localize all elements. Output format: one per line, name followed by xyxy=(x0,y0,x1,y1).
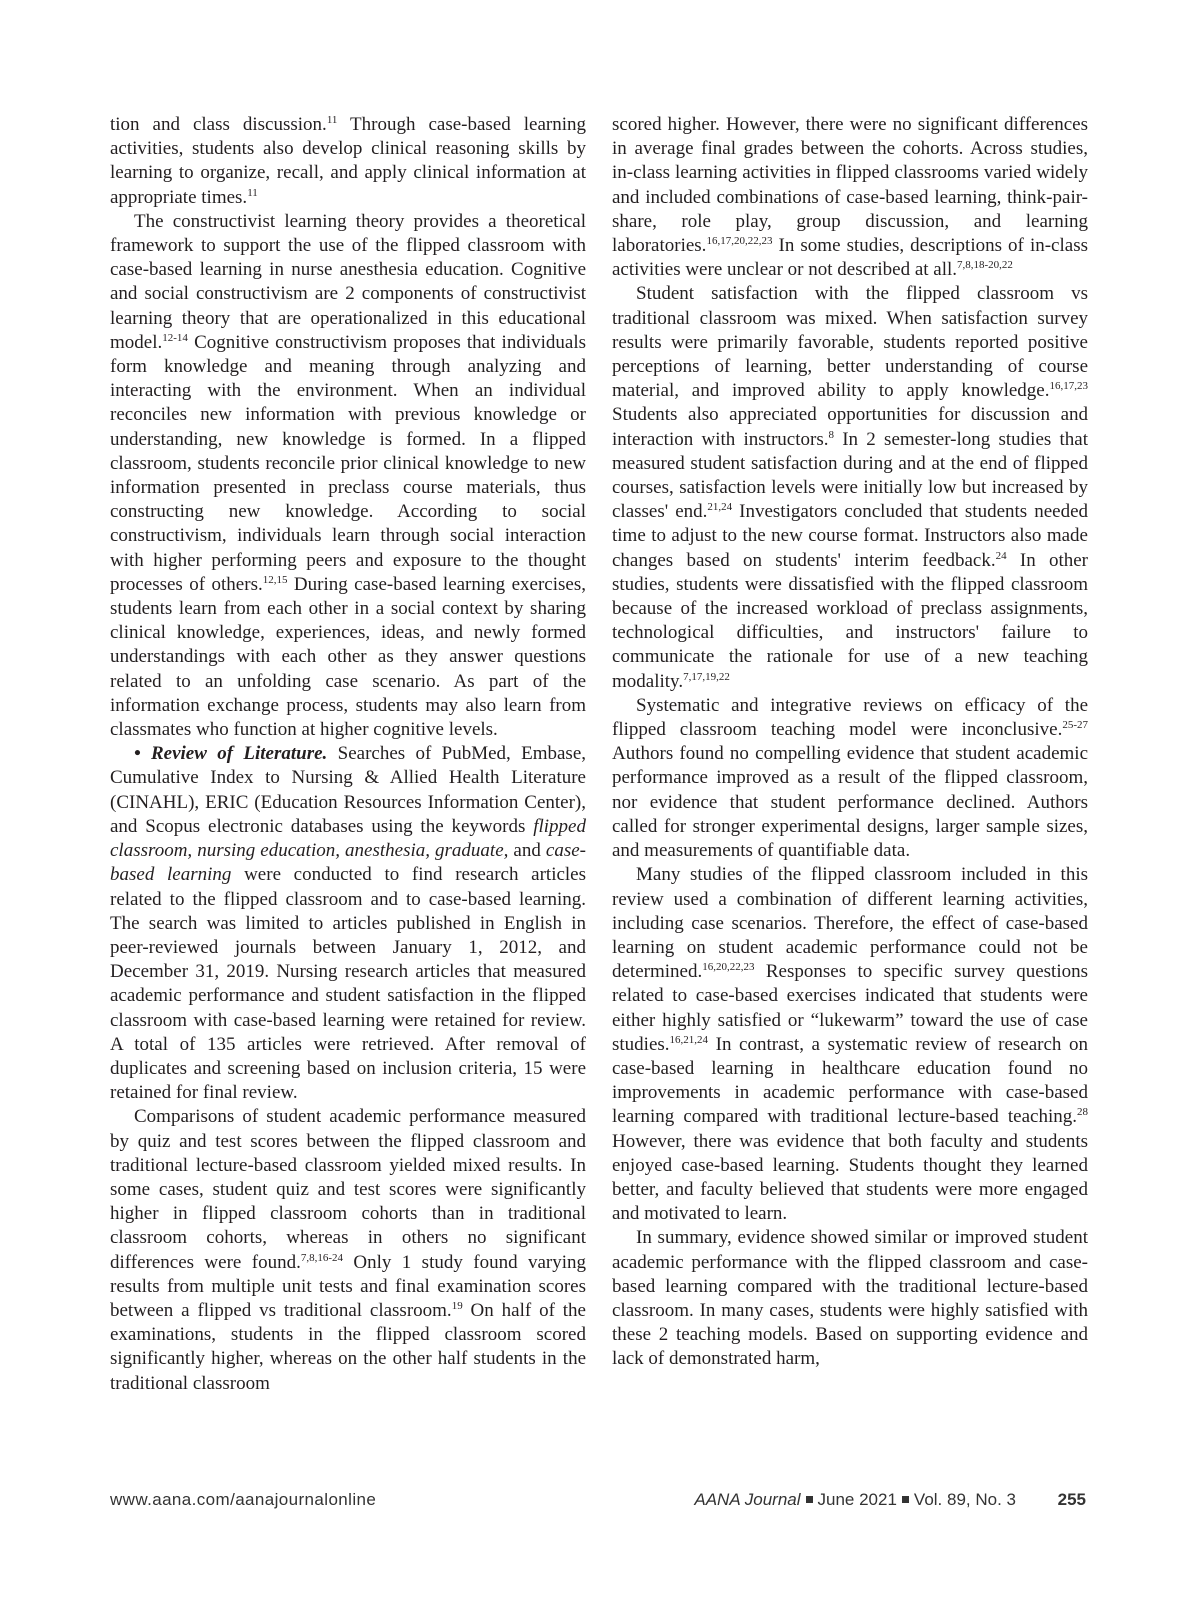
citation: 11 xyxy=(247,186,258,199)
paragraph: Systematic and integrative reviews on efficacy of the flipped classroom teaching model were inconclusive.$^{25-27}$ Authors found no compelling evidence that student academic performance improved as a result of the flipped classroom, nor evidence that student performance declined. Authors called for stronger experimental designs, larger sample sizes, and measurements of quantifiable data. xyxy=(612,694,1088,862)
citation: 7,17,19,22 xyxy=(683,670,730,683)
paragraph: Comparisons of student academic performance measured by quiz and test scores between the flipped classroom and traditional lecture-based classroom yielded mixed results. In some cases, student quiz and test scores were significantly higher in flipped classroom cohorts than in traditional classroom cohorts, whereas in others no significant differences were found.$^{7,8,16-24}$ Only 1 study found varying results from multiple unit tests and final examination scores between a flipped vs traditional classroom.$^{19}$ On half of the examinations, students in the flipped classroom scored significantly higher, whereas on the other half students in the traditional classroom xyxy=(110,1106,586,1394)
citation: 19 xyxy=(451,1299,463,1312)
citation: 7,8,16-24 xyxy=(300,1251,343,1264)
paragraph: tion and class discussion.$^{11}$ Through case-based learning activities, students also develop clinical reasoning skills by learning to organize, recall, and apply clinical information at appropriate times.$^{11}$ xyxy=(110,114,586,208)
citation: 16,17,20,22,23 xyxy=(706,235,773,248)
page-footer xyxy=(110,1490,1086,1514)
paragraph: Many studies of the flipped classroom included in this review used a combination of different learning activities, including case scenarios. Therefore, the effect of case-based learning on student academic performance could not be determined.$^{16,20,22,23}$ Responses to specific survey questions related to case-based exercises indicated that students were either highly satisfied or “lukewarm” toward the use of case studies.$^{16,21,24}$ In contrast, a systematic review of research on case-based learning in healthcare education found no improvements in academic performance with case-based learning compared with traditional lecture-based teaching.$^{28}$ However, there was evidence that both faculty and students enjoyed case-based learning. Students thought they learned better, and faculty believed that students were more engaged and motivated to learn. xyxy=(612,864,1088,1225)
section-heading: Review of Literature. xyxy=(150,743,328,765)
journal-citation xyxy=(694,1490,1016,1510)
keywords: case-based learning xyxy=(110,840,587,886)
left-column xyxy=(110,113,586,1396)
bullet: • xyxy=(134,743,151,765)
citation: 7,8,18-20,22 xyxy=(957,259,1013,272)
citation: 24 xyxy=(995,549,1007,562)
citation: 25-27 xyxy=(1062,719,1088,732)
paragraph: Student satisfaction with the flipped classroom vs traditional classroom was mixed. When satisfaction survey results were primarily favorable, students reported positive perceptions of learning, better understanding of course material, and improved ability to apply knowledge.$^{16,17,23}$ Students also appreciated opportunities for discussion and interaction with instructors.$^8$ In 2 semester-long studies that measured student satisfaction during and at the end of flipped courses, satisfaction levels were initially low but increased by classes' end.$^{21,24}$ Investigators concluded that students needed time to adjust to the new course format. Instructors also made changes based on students' interim feedback.$^{24}$ In other studies, students were dissatisfied with the flipped classroom because of the increased workload of preclass assignments, technological difficulties, and instructors' failure to communicate the rationale for use of a new teaching modality.$^{7,17,19,22}$ xyxy=(612,283,1089,692)
page-number: 255 xyxy=(1057,1490,1086,1509)
citation: 8 xyxy=(828,428,834,441)
paragraph: scored higher. However, there were no significant differences in average final grades between the cohorts. Across studies, in-class learning activities in flipped classrooms varied widely and included combinations of case-based learning, think-pair-share, role play, group discussion, and learning laboratories.$^{16,17,20,22,23}$ In some studies, descriptions of in-class activities were unclear or not described at all.$^{7,8,18-20,22}$ xyxy=(612,114,1088,281)
citation: 16,17,23 xyxy=(1049,380,1088,393)
journal-name: AANA Journal xyxy=(694,1490,801,1509)
square-separator-icon xyxy=(806,1496,813,1503)
citation: 12,15 xyxy=(262,573,288,586)
citation: 16,20,22,23 xyxy=(702,961,755,974)
volume-issue: Vol. 89, No. 3 xyxy=(913,1490,1016,1509)
issue-date: June 2021 xyxy=(817,1490,897,1509)
citation: 21,24 xyxy=(707,501,733,514)
square-separator-icon xyxy=(902,1496,909,1503)
paragraph: In summary, evidence showed similar or improved student academic performance with the flipped classroom and case-based learning compared with the traditional lecture-based classroom. In many cases, students were highly satisfied with these 2 teaching models. Based on supporting evidence and lack of demonstrated harm, xyxy=(612,1227,1088,1370)
citation: 11 xyxy=(326,114,338,126)
citation: 12-14 xyxy=(162,331,188,344)
paragraph: • Review of Literature. Searches of PubMed, Embase, Cumulative Index to Nursing & Allied Health Literature (CINAHL), ERIC (Education Resources Information Center), and Scopus electronic databases using the keywords flipped classroom, nursing education, anesthesia, graduate, and case-based learning were conducted to find research articles related to the flipped classroom and to case-based learning. The search was limited to articles published in English in peer-reviewed journals between January 1, 2012, and December 31, 2019. Nursing research articles that measured academic performance and student satisfaction in the flipped classroom with case-based learning were retained for review. A total of 135 articles were retrieved. After removal of duplicates and screening based on inclusion criteria, 15 were retained for final review. xyxy=(110,743,587,1104)
citation: 28 xyxy=(1077,1106,1088,1119)
right-column xyxy=(612,113,1088,1372)
paragraph: The constructivist learning theory provides a theoretical framework to support the use of the flipped classroom with case-based learning in nurse anesthesia education. Cognitive and social constructivism are 2 components of constructivist learning theory that are operationalized in this educational model.$^{12-14}$ Cognitive constructivism proposes that individuals form knowledge and meaning through analyzing and interacting with the environment. When an individual reconciles new information with previous knowledge or understanding, new knowledge is formed. In a flipped classroom, students reconcile prior clinical knowledge to new information presented in preclass course materials, thus constructing new knowledge. According to social constructivism, individuals learn through social interaction with higher performing peers and exposure to the thought processes of others.$^{12,15}$ During case-based learning exercises, students learn from each other in a social context by sharing clinical knowledge, experiences, ideas, and newly formed understandings with each other as they answer questions related to an unfolding case scenario. As part of the information exchange process, students may also learn from classmates who function at higher cognitive levels. xyxy=(110,210,586,741)
journal-url-link[interactable]: www.aana.com/aanajournalonline xyxy=(110,1490,377,1509)
citation: 16,21,24 xyxy=(669,1033,709,1046)
keywords: flipped classroom, nursing education, anesthesia, graduate, xyxy=(110,815,586,862)
